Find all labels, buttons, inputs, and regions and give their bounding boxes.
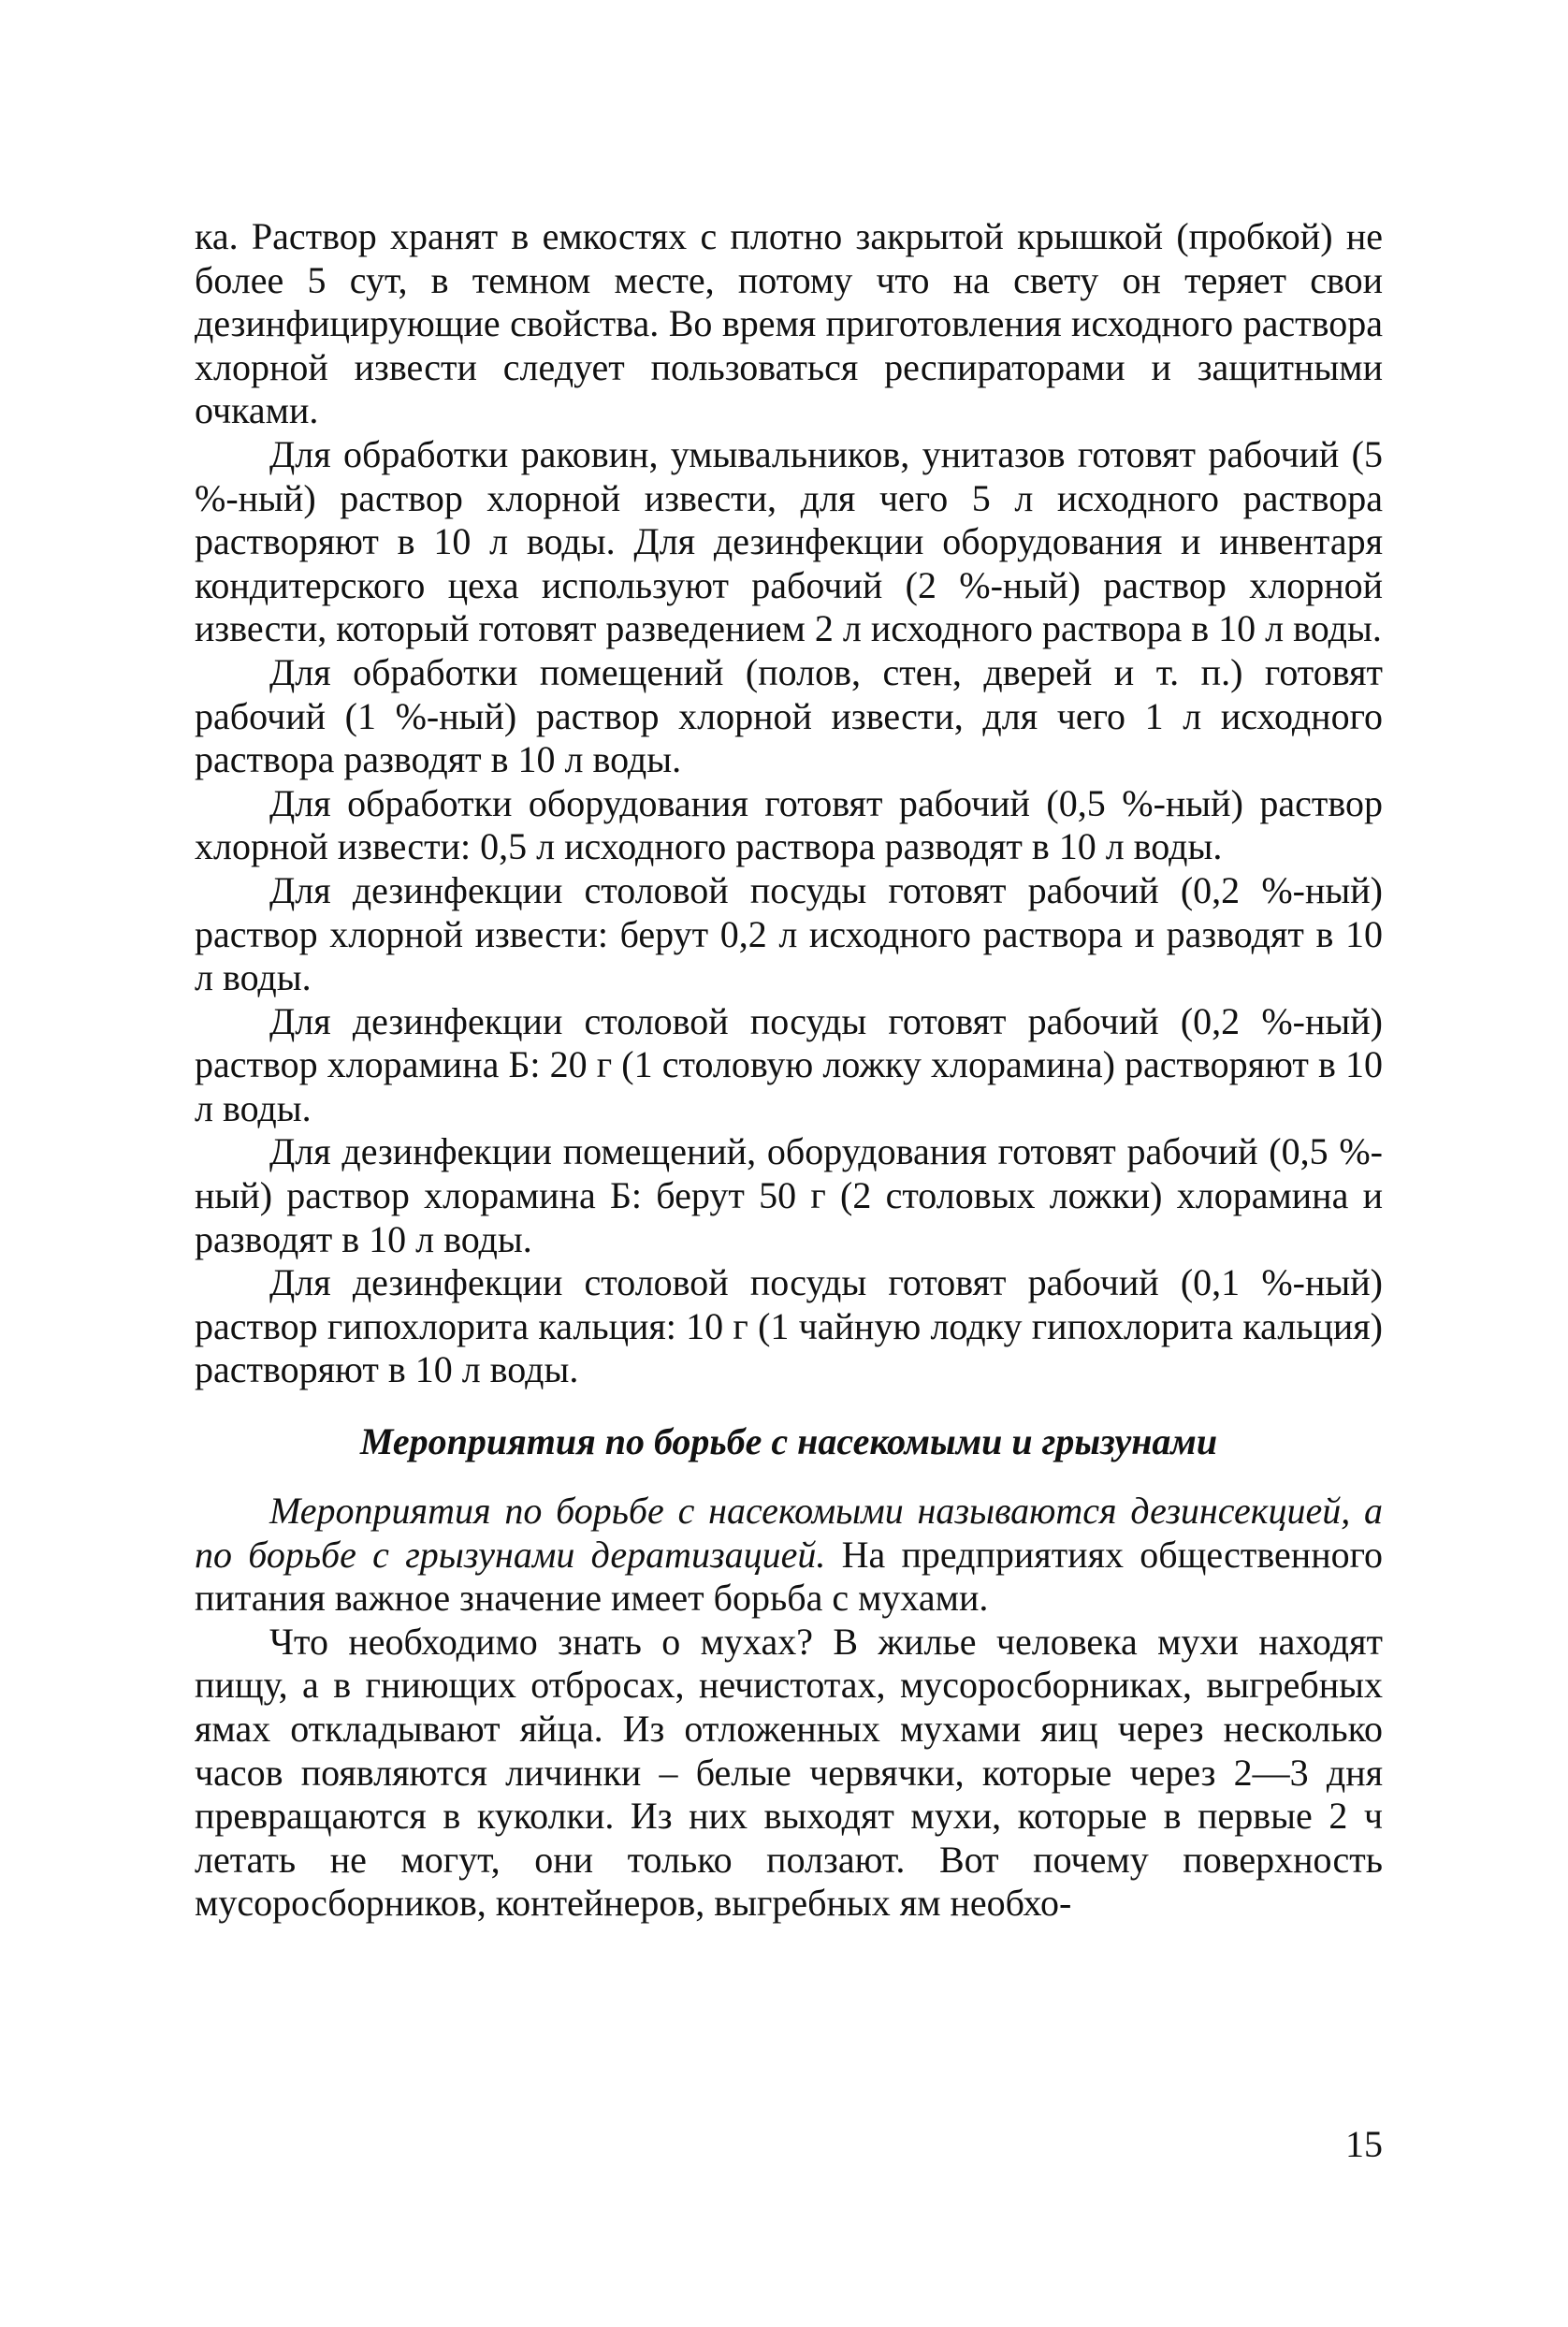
paragraph-flies: Что необходимо знать о мухах? В жилье человека мухи находят пищу, а в гниющих отбросах, нечистотах, мусоросборниках, выгребных ямах откладывают яйца. Из отложенных мухами яиц через несколько часов появляются личинки – белые червячки, которые через 2—3 дня превращаются в куколки. Из них выходят мухи, которые в первые 2 ч летать не могут, они только ползают. Вот почему поверхность мусоросборников, контейнеров, выгребных ям необхо- [195, 1620, 1383, 1925]
paragraph-rooms-chloramine: Для дезинфекции помещений, оборудования готовят рабочий (0,5 %-ный) раствор хлорамина Б: берут 50 г (2 столовых ложки) хлорамина и разводят в 10 л воды. [195, 1130, 1383, 1260]
paragraph-rooms: Для обработки помещений (полов, стен, дверей и т. п.) готовят рабочий (1 %-ный) раствор хлорной извести, для чего 1 л исходного раствора разводят в 10 л воды. [195, 650, 1383, 781]
page-number: 15 [1345, 2123, 1383, 2165]
body-text [195, 215, 1383, 1926]
intro-italic-text: Мероприятия по борьбе с насекомыми называются дезинсекцией, а по борьбе с грызунами дератизацией. [195, 1490, 1383, 1576]
paragraph-intro [195, 1490, 1383, 1621]
section-heading: Мероприятия по борьбе с насекомыми и грызунами [359, 1420, 1218, 1463]
paragraph-tableware-hypochlorite: Для дезинфекции столовой посуды готовят рабочий (0,1 %-ный) раствор гипохлорита кальция: 10 г (1 чайную лодку гипохлорита кальция) растворяют в 10 л воды. [195, 1261, 1383, 1391]
paragraph-equipment: Для обработки оборудования готовят рабочий (0,5 %-ный) раствор хлорной извести: 0,5 л исходного раствора разводят в 10 л воды. [195, 781, 1383, 868]
paragraph-sinks: Для обработки раковин, умывальников, унитазов готовят рабочий (5 %-ный) раствор хлорной извести, для чего 5 л исходного раствора растворяют в 10 л воды. Для дезинфекции оборудования и инвентаря кондитерского цеха используют рабочий (2 %-ный) раствор хлорной извести, который готовят разведением 2 л исходного раствора в 10 л воды. [195, 432, 1383, 650]
paragraph-tableware-chloramine: Для дезинфекции столовой посуды готовят рабочий (0,2 %-ный) раствор хлорамина Б: 20 г (1 столовую ложку хлорамина) растворяют в 10 л воды. [195, 999, 1383, 1129]
paragraph-continuation: ка. Раствор хранят в емкостях с плотно закрытой крышкой (пробкой) не более 5 сут, в темном месте, потому что на свету он теряет свои дезинфицирующие свойства. Во время приготовления исходного раствора хлорной извести следует пользоваться респираторами и защитными очками. [195, 215, 1383, 432]
paragraph-tableware-lime: Для дезинфекции столовой посуды готовят рабочий (0,2 %-ный) раствор хлорной извести: берут 0,2 л исходного раствора и разводят в 10 л воды. [195, 868, 1383, 999]
intro-rest-text: На предприятиях общественного питания важное значение имеет борьба с мухами. [195, 1533, 1384, 1620]
